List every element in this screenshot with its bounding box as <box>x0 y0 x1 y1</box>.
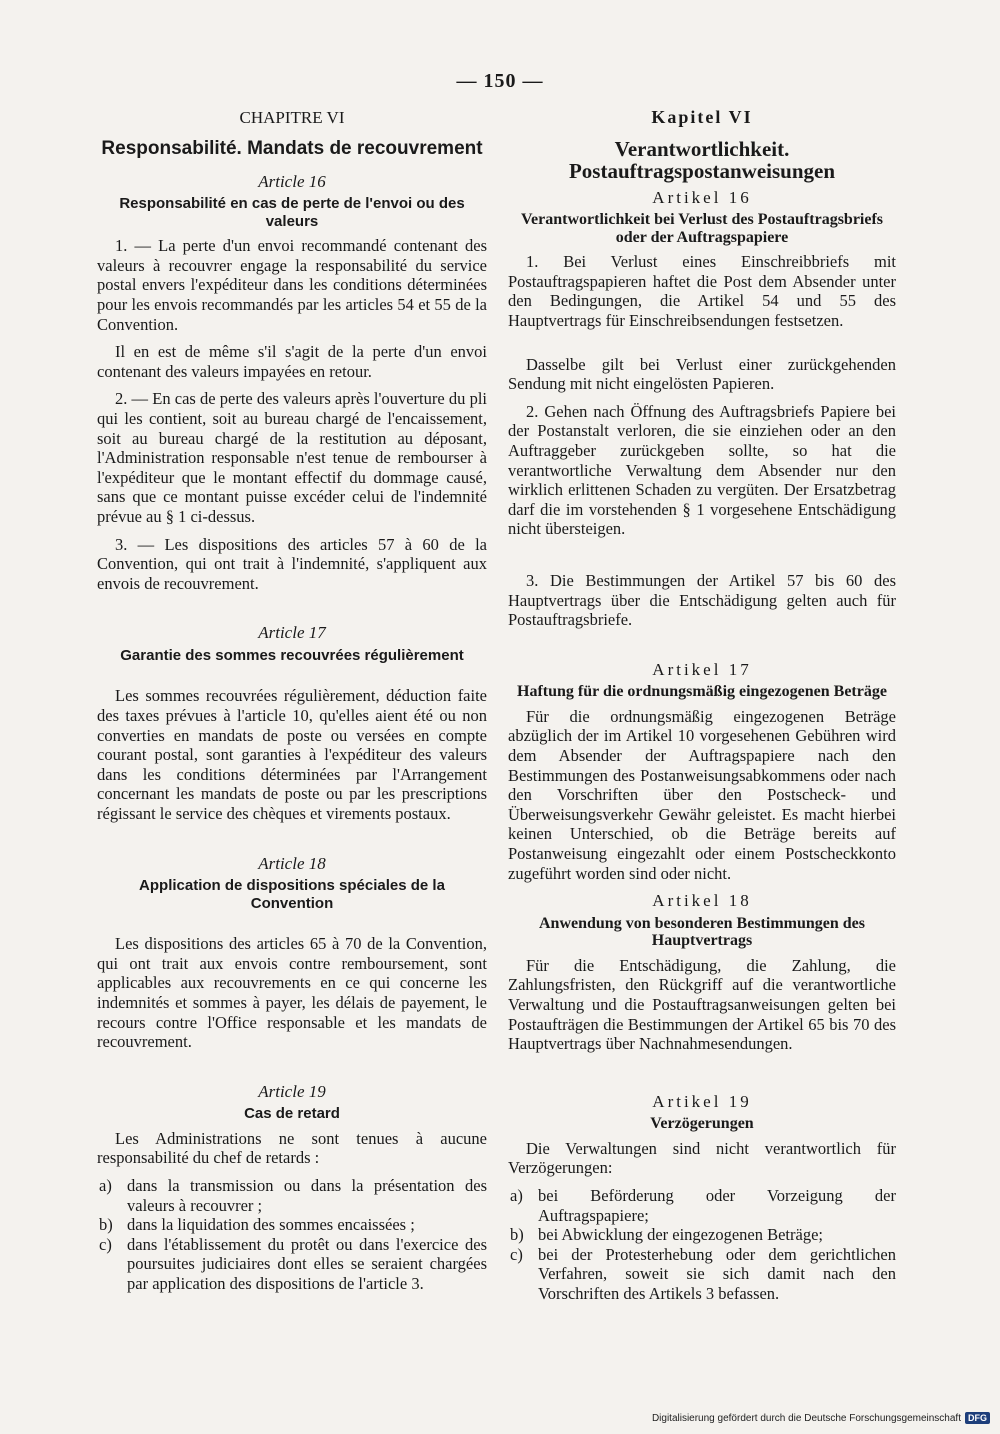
list-item: b) bei Abwicklung der eingezogenen Beträge; <box>510 1225 823 1245</box>
paragraph: 1. — La perte d'un envoi recommandé contenant des valeurs à recouvrer engage la responsabilité du service postal envers l'expéditeur dans les conditions déterminées pour les envois recommandés par les articles 54 et 55 de la Convention. <box>97 236 487 334</box>
paragraph: 2. — En cas de perte des valeurs après l'ouverture du pli qui les contient, soit au bureau chargé de l'encaissement, soit au bureau chargé de la restitution au déposant, l'Administration responsable n'est tenue de rembourser à l'expéditeur que le montant effectif du dommage causé, sans que ce montant puisse excéder celui de l'indemnité prévue au § 1 ci-dessus. <box>97 389 487 526</box>
paragraph: Les sommes recouvrées régulièrement, déduction faite des taxes prévues à l'article 10, qu'elles aient été ou non converties en mandats de poste ou versées en compte courant postal, sont garanties à l'expéditeur des valeurs dans les conditions déterminées par l'Arrangement concernant les mandats de poste ou par les prescriptions régissant le service des chèques et virements postaux. <box>97 686 487 823</box>
verzoegerungen-list <box>508 1186 896 1304</box>
article-heading: Haftung für die ordnungsmäßig eingezogenen Beträge <box>517 683 887 701</box>
chapter-title: Verantwortlichkeit. Postauftragspostanweisungen <box>568 136 836 183</box>
paragraph: 3. Die Bestimmungen der Artikel 57 bis 60 des Hauptvertrags über die Entschädigung gelten auch für Postauftragsbriefe. <box>508 570 896 630</box>
chapter-heading: Kapitel VI <box>651 107 753 127</box>
list-item: a) bei Beförderung oder Vorzeigung der Auftragspapiere; <box>510 1185 896 1225</box>
paragraph: 1. Bei Verlust eines Einschreibbriefs mit Postauftragspapieren haftet die Post dem Absender unter den Bedingungen, die Artikel 54 und 55 des Hauptvertrags für Einschreibsendungen festsetzen. <box>508 252 896 330</box>
digitization-credit <box>652 1412 990 1424</box>
article-label: Artikel 19 <box>652 1091 752 1111</box>
paragraph: Les dispositions des articles 65 à 70 de la Convention, qui ont trait aux envois contre remboursement, sont applicables aux recouvrements en ce qui concerne les indemnités et sommes à payer, les délais de payement, le recours contre l'Office responsable et les mandats de recouvrement. <box>97 934 487 1052</box>
article-heading: Verzögerungen <box>650 1115 754 1133</box>
article-heading: Cas de retard <box>244 1105 340 1123</box>
chapter-title: Responsabilité. Mandats de recouvrement <box>101 137 483 159</box>
article-label: Article 17 <box>258 623 326 643</box>
dfg-logo-icon: DFG <box>965 1412 990 1424</box>
article-label: Article 19 <box>258 1081 326 1101</box>
paragraph: Für die ordnungsmäßig eingezogenen Beträge abzüglich der im Artikel 10 vorgesehenen Gebühren wird dem Absender der Auftragspapiere nach den Bestimmungen des Postanweisungsabkommens oder nach den Vorschriften über den Postscheck- und Überweisungsverkehr Gewähr geleistet. Es macht hierbei keinen Unterschied, ob die Beträge bereits auf Postanweisung eingezahlt oder einem Postscheckkonto zugeführt worden sind oder nicht. <box>508 706 896 883</box>
paragraph: 2. Gehen nach Öffnung des Auftragsbriefs Papiere bei der Postanstalt verloren, die sie einziehen oder an den Auftraggeber zurückgeben sollte, so hat die verantwortliche Verwaltung dem Absender nur den wirklich erlittenen Schaden zu vergüten. Der Ersatzbetrag darf die im vorstehenden § 1 vorgesehene Entschädigung nicht übersteigen. <box>508 401 896 539</box>
article-label: Artikel 17 <box>652 659 752 679</box>
paragraph: Les Administrations ne sont tenues à aucune responsabilité du chef de retards : <box>97 1128 487 1168</box>
paragraph: Für die Entschädigung, die Zahlung, die Zahlungsfristen, den Rückgriff auf die verantwortliche Verwaltung und die Postauftragsanweisungen gelten bei Postaufträgen die Bestimmungen der Artikel 65 bis 70 des Hauptvertrags über Nachnahmesendungen. <box>508 955 896 1054</box>
article-label: Artikel 16 <box>652 187 752 207</box>
paragraph: Il en est de même s'il s'agit de la perte d'un envoi contenant des valeurs impayées en retour. <box>97 342 487 381</box>
list-item: c) dans l'établissement du protêt ou dans l'exercice des poursuites judiciaires dont elles se seraient chargées par application des dispositions de l'article 3. <box>99 1234 487 1293</box>
article-heading: Garantie des sommes recouvrées régulièrement <box>120 646 464 664</box>
article-heading: Application de dispositions spéciales de la Convention <box>139 877 445 912</box>
page-number: — 150 — <box>456 70 544 92</box>
article-heading: Responsabilité en cas de perte de l'envoi ou des valeurs <box>119 195 465 230</box>
list-item: a) dans la transmission ou dans la présentation des valeurs à recouvrer ; <box>99 1175 487 1215</box>
list-item: b) dans la liquidation des sommes encaissées ; <box>99 1215 415 1235</box>
credit-text: Digitalisierung gefördert durch die Deutsche Forschungsgemeinschaft <box>651 1412 961 1424</box>
paragraph: Die Verwaltungen sind nicht verantwortlich für Verzögerungen: <box>508 1138 896 1178</box>
article-label: Article 16 <box>258 171 326 191</box>
list-item: c) bei der Protesterhebung oder dem gerichtlichen Verfahren, soweit sie sich damit nach den Vorschriften des Artikels 3 befassen. <box>510 1244 896 1303</box>
article-label: Artikel 18 <box>652 891 752 911</box>
chapter-heading: CHAPITRE VI <box>239 108 345 127</box>
retard-list <box>97 1176 487 1294</box>
paragraph: 3. — Les dispositions des articles 57 à 60 de la Convention, qui ont trait à l'indemnité, s'appliquent aux envois de recouvrement. <box>97 534 487 593</box>
french-column <box>97 100 487 1300</box>
article-label: Article 18 <box>258 853 326 873</box>
german-column <box>508 100 896 1310</box>
article-heading: Verantwortlichkeit bei Verlust des Postauftragsbriefs oder der Auftragspapiere <box>520 211 884 246</box>
article-heading: Anwendung von besonderen Bestimmungen des Hauptvertrags <box>539 914 865 950</box>
paragraph: Dasselbe gilt bei Verlust einer zurückgehenden Sendung mit nicht eingelösten Papieren. <box>508 354 896 394</box>
